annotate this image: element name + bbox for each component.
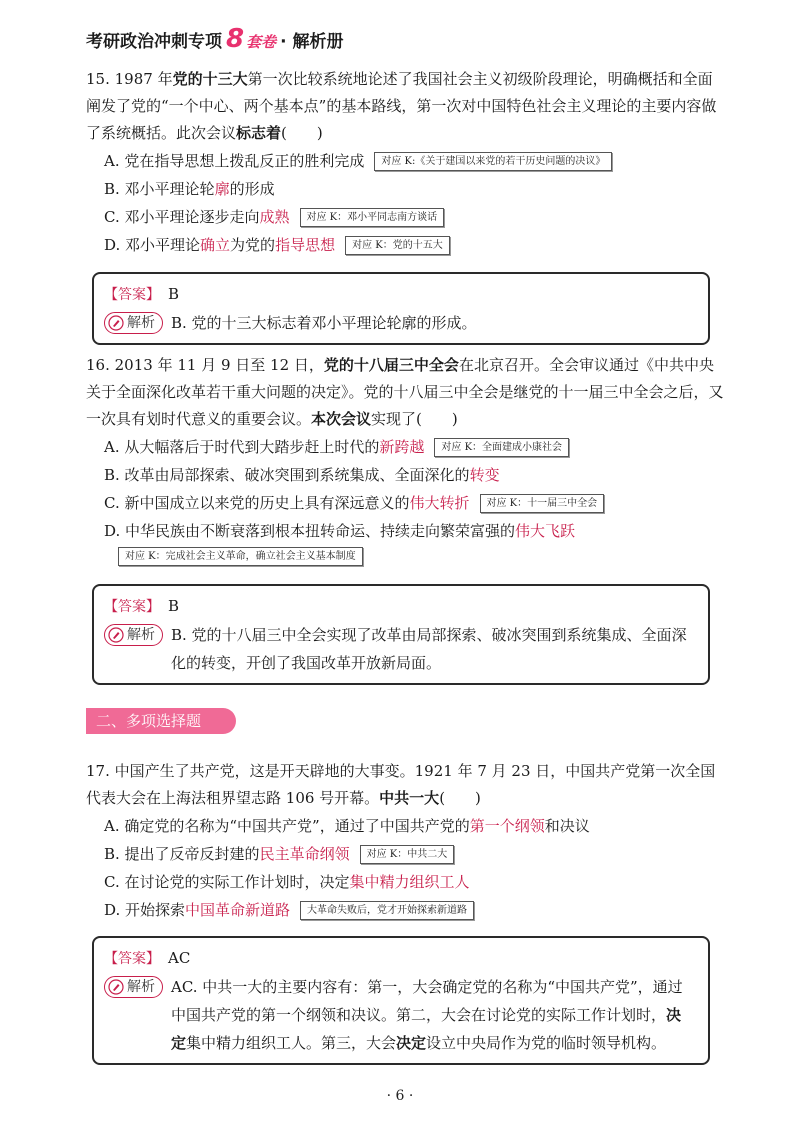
option-key-term: 新跨越 [379, 437, 425, 456]
option-b[interactable] [86, 840, 726, 868]
question-stem [86, 758, 726, 812]
analysis-text: B. 党的十八届三中全会实现了改革由局部探索、破冰突围到系统集成、全面深化的转变，开创了我国改革开放新局面。 [171, 626, 687, 672]
option-key-term: 伟大飞跃 [515, 521, 576, 540]
option-text: 和决议 [544, 816, 590, 835]
question-17 [86, 758, 726, 924]
option-d-note-line [86, 545, 726, 567]
analysis-badge [104, 624, 163, 646]
option-key-term: 转变 [469, 465, 500, 484]
analysis-emphasis: 决定 [171, 1006, 682, 1052]
analysis-label: 解析 [127, 627, 155, 643]
knowledge-note: 对应 K:《关于建国以来党的若干历史问题的决议》 [374, 152, 612, 171]
answer-box-17 [92, 936, 710, 1065]
answer-label: 【答案】 [104, 599, 160, 615]
option-text: D. 邓小平理论 [104, 235, 201, 254]
option-key-term: 集中精力组织工人 [349, 872, 470, 891]
option-a[interactable] [86, 812, 726, 840]
stem-emphasis: 标志着 [236, 124, 282, 142]
option-text: A. 党在指导思想上拨乱反正的胜利完成 [104, 151, 365, 170]
question-number: 17. [86, 762, 110, 780]
header-suffix: · 解析册 [280, 32, 344, 52]
stem-blank: ( ) [439, 789, 481, 807]
option-key-term: 伟大转折 [409, 493, 470, 512]
question-number: 15. [86, 70, 110, 88]
option-key-term: 第一个纲领 [469, 816, 545, 835]
pen-icon [108, 315, 124, 331]
answer-value: B [168, 597, 180, 615]
knowledge-note: 对应 K：完成社会主义革命，确立社会主义基本制度 [118, 547, 363, 566]
option-c[interactable] [86, 868, 726, 896]
option-c[interactable] [86, 203, 726, 231]
knowledge-note: 对应 K：邓小平同志南方谈话 [300, 208, 445, 227]
knowledge-note: 对应 K：中共二大 [360, 845, 455, 864]
stem-emphasis: 中共一大 [379, 789, 440, 807]
analysis-badge [104, 312, 163, 334]
header-tao-logo: 套卷 [246, 33, 277, 51]
section-multiple-choice-tag: 二、多项选择题 [86, 708, 236, 734]
stem-text: 1987 年 [114, 70, 173, 88]
question-stem [86, 352, 726, 433]
stem-emphasis: 本次会议 [311, 410, 372, 428]
option-text: C. 新中国成立以来党的历史上具有深远意义的 [104, 493, 410, 512]
knowledge-note: 对应 K：党的十五大 [345, 236, 450, 255]
stem-blank: ( ) [281, 124, 323, 142]
option-text: B. 邓小平理论轮 [104, 179, 215, 198]
option-text: C. 邓小平理论逐步走向 [104, 207, 260, 226]
analysis-text: B. 党的十三大标志着邓小平理论轮廓的形成。 [171, 314, 477, 332]
stem-text: 中国产生了共产党，这是开天辟地的大事变。1921 年 7 月 23 日，中国共产党第一次全国代表大会在上海法租界望志路 106 号开幕。 [86, 762, 716, 807]
option-d[interactable] [86, 517, 726, 545]
option-key-term: 确立 [200, 235, 231, 254]
option-text: 的形成 [229, 179, 275, 198]
answer-box-16 [92, 584, 710, 685]
option-text: D. 中华民族由不断衰落到根本扭转命运、持续走向繁荣富强的 [104, 521, 516, 540]
analysis-text-part: 设立中央局作为党的临时领导机构。 [426, 1034, 667, 1052]
answer-box-15 [92, 272, 710, 345]
option-text: A. 确定党的名称为“中国共产党”，通过了中国共产党的 [104, 816, 470, 835]
option-text: A. 从大幅落后于时代到大踏步赶上时代的 [104, 437, 380, 456]
option-c[interactable] [86, 489, 726, 517]
stem-text: 第一次比较系统地论述了我国社会主义初级阶段理论，明确概括和全面阐发了党的“一个中心、两个基本点”的基本路线，第一次对中国特色社会主义理论的主要内容做了系统概括。此次会议 [86, 70, 717, 142]
answer-value: AC [168, 949, 191, 967]
question-number: 16. [86, 356, 110, 374]
stem-text: 2013 年 11 月 9 日至 12 日， [114, 356, 324, 374]
pen-icon [108, 627, 124, 643]
option-text: C. 在讨论党的实际工作计划时，决定 [104, 872, 350, 891]
page-number: · 6 · [386, 1088, 414, 1104]
option-a[interactable] [86, 147, 726, 175]
knowledge-note: 对应 K：全面建成小康社会 [434, 438, 569, 457]
question-stem [86, 66, 726, 147]
analysis-label: 解析 [127, 315, 155, 331]
analysis-badge [104, 976, 163, 998]
option-key-term: 成熟 [259, 207, 290, 226]
knowledge-note: 对应 K：十一届三中全会 [480, 494, 605, 513]
analysis-label: 解析 [127, 979, 155, 995]
question-16 [86, 352, 726, 567]
option-b[interactable] [86, 175, 726, 203]
option-d[interactable] [86, 896, 726, 924]
analysis-emphasis: 决定 [396, 1034, 427, 1052]
question-15 [86, 66, 726, 259]
option-a[interactable] [86, 433, 726, 461]
stem-text: 在北京召开。全会审议通过《中共中央关于全面深化改革若干重大问题的决定》。党的十八届三中全会是继党的十一届三中全会之后，又一次具有划时代意义的重要会议。 [86, 356, 724, 428]
option-text: B. 改革由局部探索、破冰突围到系统集成、全面深化的 [104, 465, 470, 484]
analysis-text-part: AC. 中共一大的主要内容有：第一，大会确定党的名称为“中国共产党”，通过中国共产党的第一个纲领和决议。第二，大会在讨论党的实际工作计划时， [171, 978, 683, 1024]
header-number-logo: 8 [226, 24, 245, 54]
option-text: B. 提出了反帝反封建的 [104, 844, 260, 863]
option-text: 为党的 [230, 235, 276, 254]
header-title: 考研政治冲刺专项 [86, 32, 222, 52]
option-b[interactable] [86, 461, 726, 489]
answer-value: B [168, 285, 180, 303]
option-d[interactable] [86, 231, 726, 259]
option-text: D. 开始探索 [104, 900, 186, 919]
pen-icon [108, 979, 124, 995]
analysis-text [171, 973, 696, 1057]
page-header [86, 24, 344, 54]
answer-label: 【答案】 [104, 287, 160, 303]
analysis-text-part: 集中精力组织工人。第三，大会 [186, 1034, 397, 1052]
answer-label: 【答案】 [104, 951, 160, 967]
option-key-term: 中国革命新道路 [185, 900, 291, 919]
stem-emphasis: 党的十三大 [172, 70, 248, 88]
stem-emphasis: 党的十八届三中全会 [323, 356, 459, 374]
option-key-term: 指导思想 [275, 235, 336, 254]
option-key-term: 民主革命纲领 [259, 844, 350, 863]
knowledge-note: 大革命失败后，党才开始探索新道路 [300, 901, 474, 920]
option-key-term: 廓 [214, 179, 230, 198]
stem-blank: 实现了( ) [371, 410, 458, 428]
